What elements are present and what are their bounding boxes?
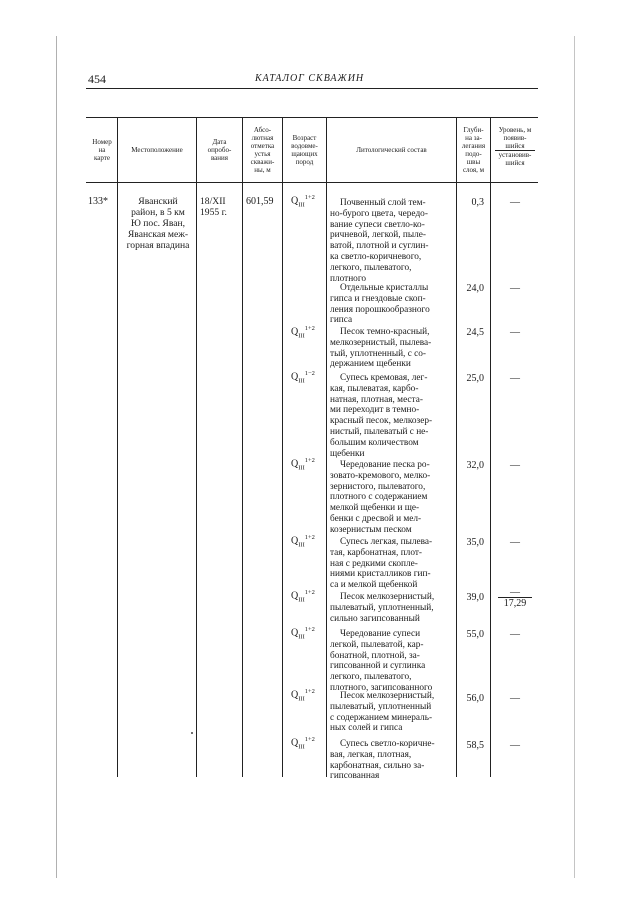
layer-depth: 55,0 (466, 629, 484, 640)
header-date: Дата опробо- вания (207, 138, 232, 162)
water-level: — (510, 373, 520, 384)
lithology-description: Чередование супеси легкой, пылеватой, кар- бонатной, плотной, за- гипсованной и суглинка легкого, пылеватого, плотного, загипсованного (330, 629, 433, 693)
layer-depth: 24,0 (466, 283, 484, 294)
water-level: — (510, 740, 520, 751)
water-level: — (510, 693, 520, 704)
header-lithology: Литологический состав (356, 146, 427, 154)
layer-depth: 24,5 (466, 327, 484, 338)
water-level: — (510, 537, 520, 548)
page-edge-left (56, 36, 57, 878)
water-level: — (510, 629, 520, 640)
rock-age: $Q_{III}^{1+2}$ (291, 534, 315, 549)
table-top-rule (86, 117, 538, 118)
well-number: 133* (88, 196, 108, 207)
rock-age: $Q_{III}^{1+2}$ (291, 736, 315, 751)
column-divider (490, 117, 491, 777)
lithology-description: Песок мелкозернистый, пылеватый, уплотненный, сильно загипсованный (330, 592, 435, 624)
column-divider (282, 117, 283, 777)
water-level-appeared: — (498, 588, 532, 598)
water-level-established: 17,29 (503, 598, 527, 609)
layer-depth: 35,0 (466, 537, 484, 548)
running-title: КАТАЛОГ СКВАЖИН (255, 73, 365, 84)
header-number: Номер на карте (92, 138, 112, 162)
rock-age: $Q_{III}^{1+2}$ (291, 325, 315, 340)
layer-depth: 25,0 (466, 373, 484, 384)
header-location: Местоположение (131, 146, 183, 154)
header-water-level: Уровень, м появив- шийся установив- шийся (491, 126, 539, 167)
rock-age: $Q_{III}^{1+2}$ (291, 626, 315, 641)
well-location: Яванский район, в 5 км Ю пос. Яван, Яванская меж- горная впадина (126, 196, 190, 251)
lithology-description: Песок темно-красный, мелкозернистый, пылева- тый, уплотненный, с со- держанием щебенки (330, 327, 432, 370)
water-level: — (510, 197, 520, 208)
wellhead-elevation: 601,59 (246, 196, 274, 207)
rock-age: $Q_{III}^{1+2}$ (291, 688, 315, 703)
header-elevation: Абсо- лютная отметка устья скважи- ны, м (250, 126, 275, 174)
water-level: — (510, 283, 520, 294)
header-depth: Глуби- на за- легания подо- швы слоя, м (461, 126, 486, 174)
column-divider (326, 117, 327, 777)
layer-depth: 0,3 (471, 197, 484, 208)
layer-depth: 32,0 (466, 460, 484, 471)
column-divider (117, 117, 118, 777)
column-divider (456, 117, 457, 777)
print-speck (191, 732, 193, 734)
lithology-description: Супесь легкая, пылева- тая, карбонатная, плот- ная с редкими скопле- ниями кристалликов гип- са и мелкой щебенкой (330, 537, 433, 591)
column-divider (196, 117, 197, 777)
lithology-description: Песок мелкозернистый, пылеватый, уплотненный с содержанием минераль- ных солей и гипса (330, 691, 435, 734)
rock-age: $Q_{III}^{1+2}$ (291, 589, 315, 604)
layer-depth: 58,5 (466, 740, 484, 751)
water-level: — (510, 460, 520, 471)
page-number: 454 (88, 72, 106, 86)
rock-age: $Q_{III}^{1+2}$ (291, 194, 315, 209)
water-level-fraction (498, 588, 532, 610)
header-rock-age: Возраст водовме- щающих пород (291, 134, 318, 166)
lithology-description: Супесь светло-коричне- вая, легкая, плотная, карбонатная, сильно за- гипсованная (330, 739, 435, 782)
rock-age: $Q_{III}^{1-2}$ (291, 370, 315, 385)
column-divider (242, 117, 243, 777)
rock-age: $Q_{III}^{1+2}$ (291, 457, 315, 472)
table-header-rule (86, 182, 538, 183)
lithology-description: Чередование песка ро- зовато-кремового, мелко- зернистого, пылеватого, плотного с содержанием мелкой щебенки и ще- бенки с дресвой и мел- козернистым песком (330, 460, 431, 535)
page-edge-right (574, 36, 575, 878)
lithology-description: Супесь кремовая, лег- кая, пылеватая, карбо- натная, плотная, места- ми переходит в темно- красный песок, мелкозер- нистый, пылеватый с не- большим количеством щебенки (330, 373, 433, 459)
header-rule (86, 88, 538, 89)
lithology-description: Отдельные кристаллы гипса и гнездовые скоп- ления порошкообразного гипса (330, 283, 430, 326)
layer-depth: 39,0 (466, 592, 484, 603)
lithology-description: Почвенный слой тем- но-бурого цвета, чередо- вание супеси светло-ко- ричневой, легкой, пыле- ватой, плотной и суглин- ка светло-коричневого, легкого, пылеватого, плотного (330, 198, 429, 284)
layer-depth: 56,0 (466, 693, 484, 704)
sampling-date: 18/XII 1955 г. (200, 196, 227, 218)
water-level: — (510, 327, 520, 338)
